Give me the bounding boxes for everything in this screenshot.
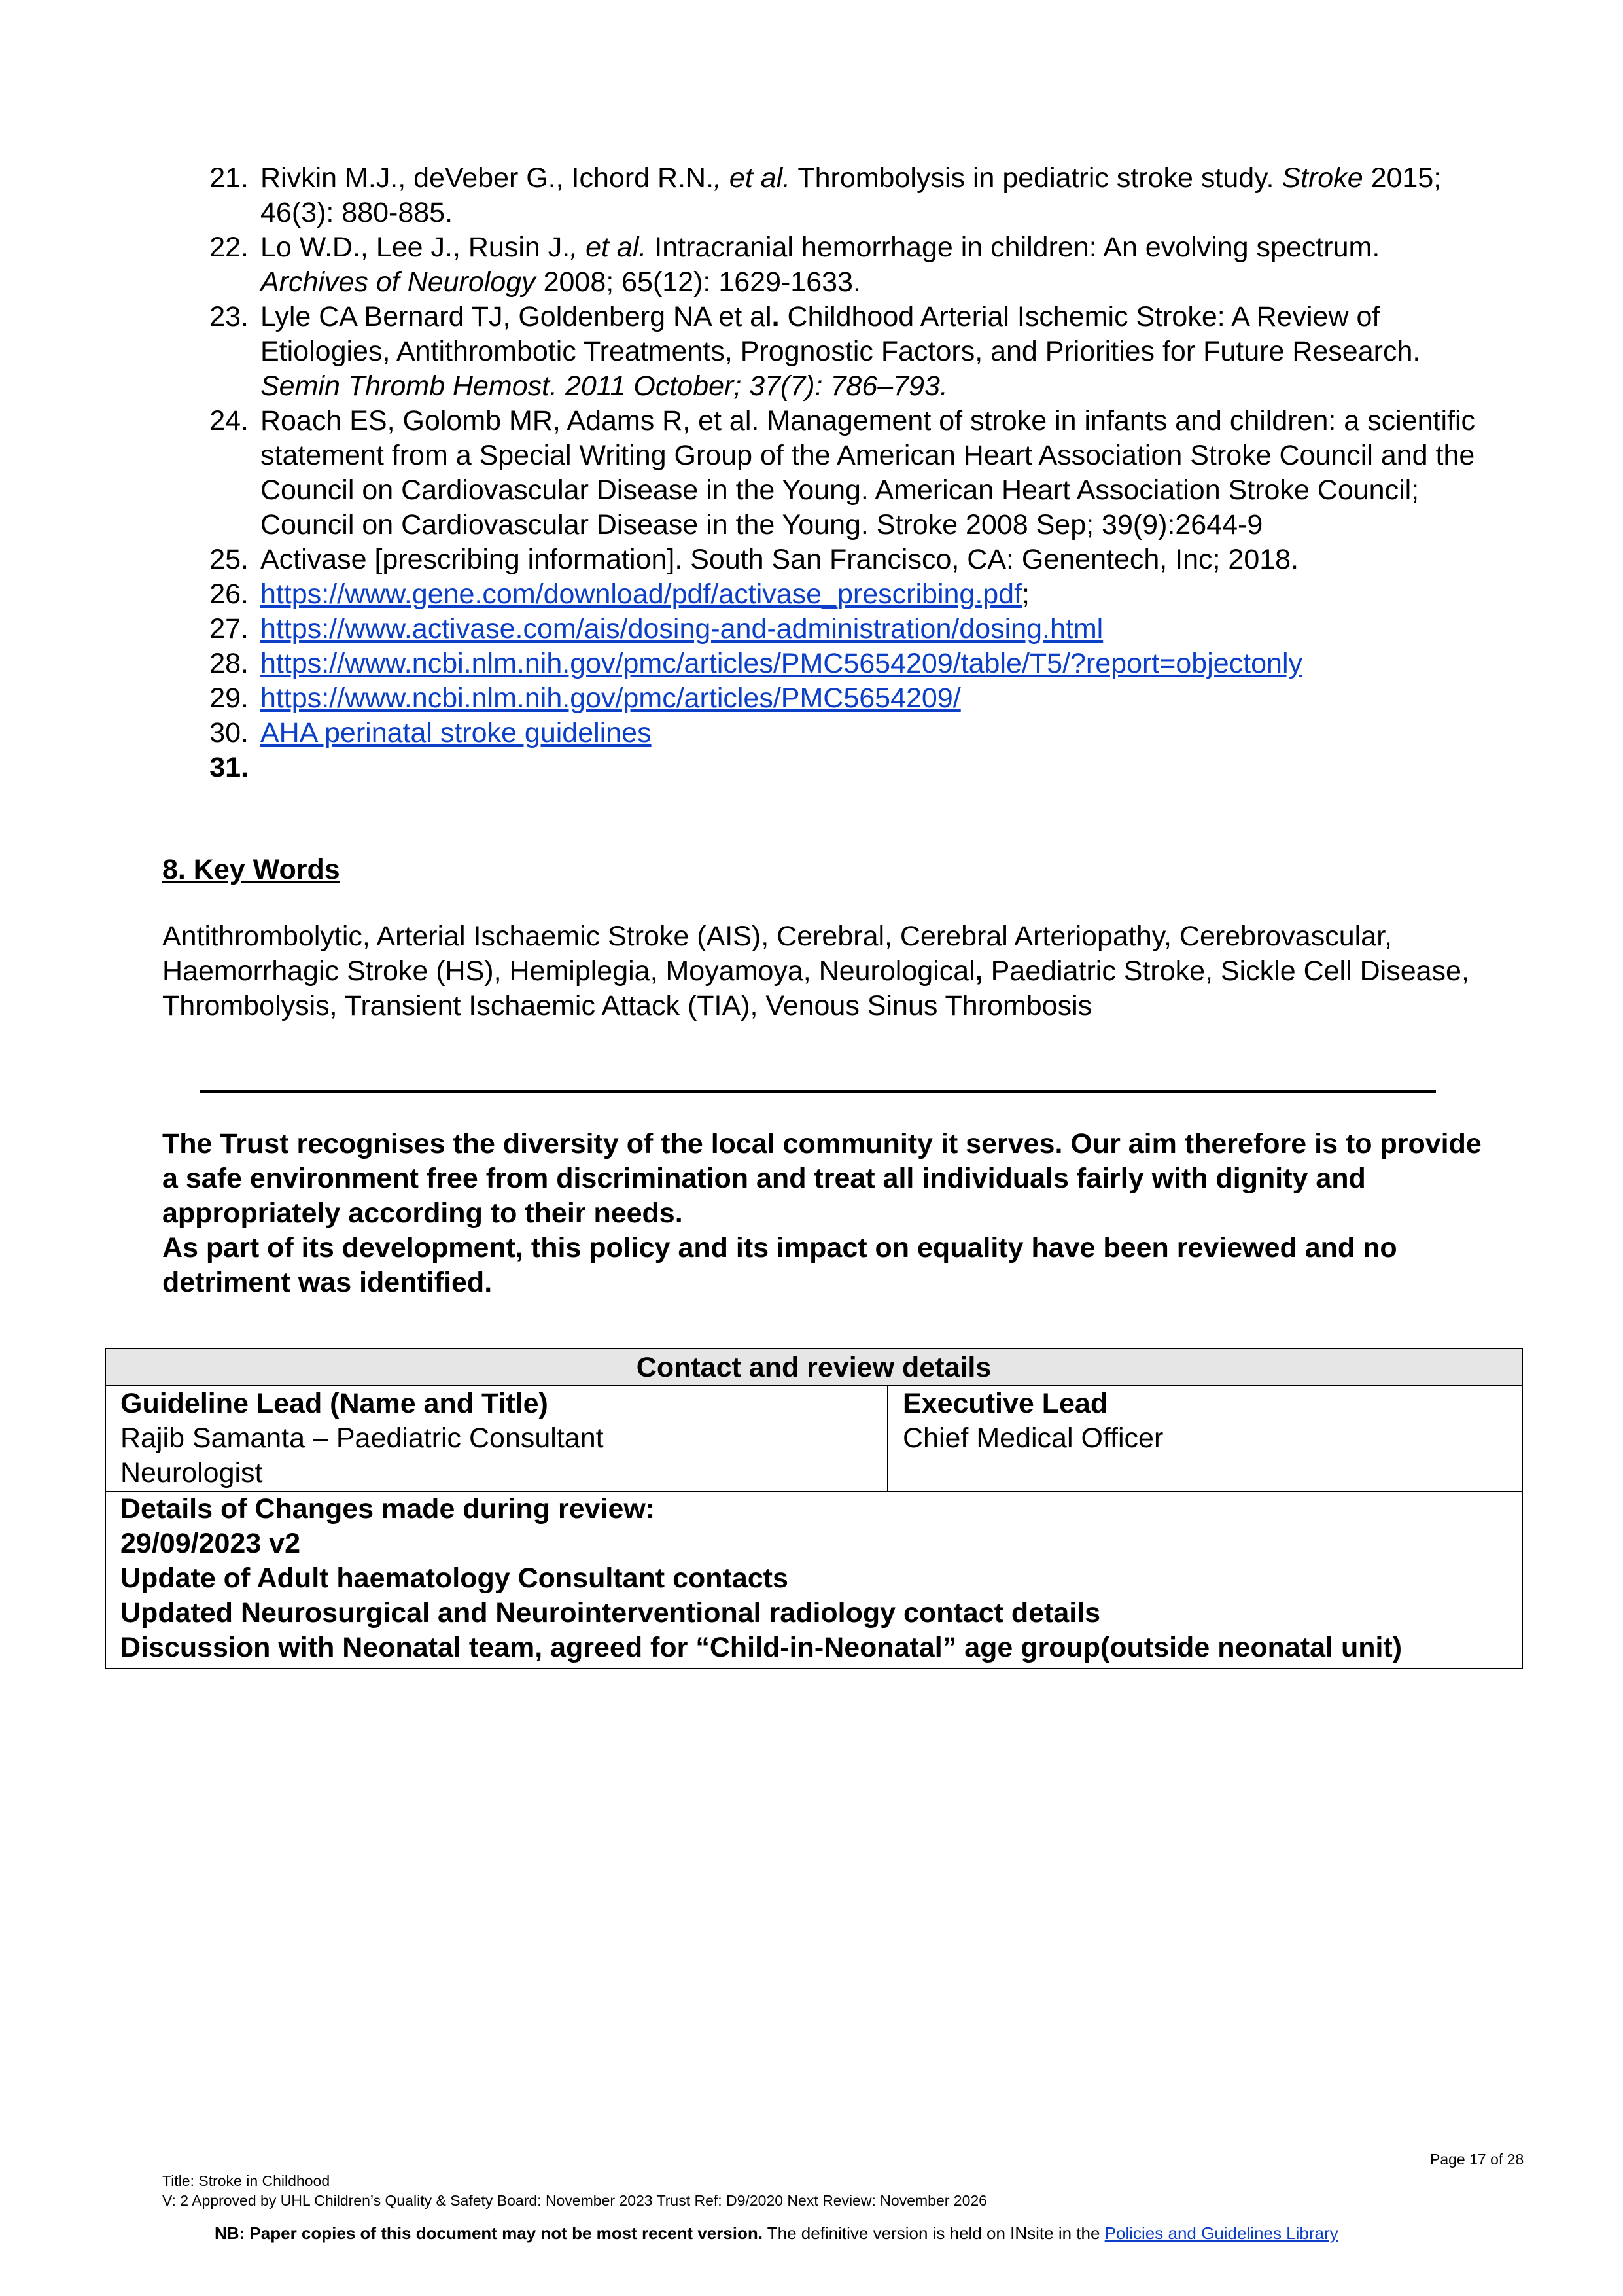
reference-text: Rivkin M.J., deVeber G., Ichord R.N., et al. Thrombolysis in pediatric stroke study. Stroke 2015; 46(3): 880-885. xyxy=(260,162,1442,228)
equality-statement-line: As part of its development, this policy and its impact on equality have been reviewed and no detriment was identified. xyxy=(162,1232,1397,1298)
reference-link-activase-dosing[interactable]: https://www.activase.com/ais/dosing-and-administration/dosing.html xyxy=(260,613,1104,645)
reference-number: 23. xyxy=(209,301,249,332)
reference-text: Lo W.D., Lee J., Rusin J., et al. Intracranial hemorrhage in children: An evolving spectrum. Archives of Neurology 2008; 65(12): 1629-1633. xyxy=(260,232,1380,298)
reference-number: 26. xyxy=(209,578,249,610)
footer-version: V: 2 Approved by UHL Children’s Quality & Safety Board: November 2023 Trust Ref: D9/2020 Next Review: November 2026 xyxy=(162,2192,987,2209)
equality-statement-line: The Trust recognises the diversity of the local community it serves. Our aim therefore is to provide a safe environment free from discrimination and treat all individuals fairly with dignity and appropriately according to their needs. xyxy=(162,1128,1482,1229)
reference-item xyxy=(164,681,1478,716)
reference-number: 24. xyxy=(209,405,249,436)
guideline-lead-label: Guideline Lead (Name and Title) xyxy=(120,1388,548,1419)
reference-text: Roach ES, Golomb MR, Adams R, et al. Management of stroke in infants and children: a scientific statement from a Special Writing Group of the American Heart Association Stroke Council and the Council on Cardiovascular Disease in the Young. American Heart Association Stroke Council; Council on Cardiovascular Disease in the Young. Stroke 2008 Sep; 39(9):2644-9 xyxy=(260,405,1476,540)
footer-note: NB: Paper copies of this document may not be most recent version. The definitive version is held on INsite in the Policies and Guidelines Library xyxy=(215,2223,1338,2243)
guideline-lead-cell xyxy=(105,1386,888,1491)
reference-item xyxy=(164,751,1478,785)
key-words-text: Antithrombolytic, Arterial Ischaemic Stroke (AIS), Cerebral, Cerebral Arteriopathy, Cerebrovascular, Haemorrhagic Stroke (HS), Hemiplegia, Moyamoya, Neurological, Paediatric Stroke, Sickle Cell Disease, Thrombolysis, Transient Ischaemic Attack (TIA), Venous Sinus Thrombosis xyxy=(162,921,1469,1021)
reference-text: Lyle CA Bernard TJ, Goldenberg NA et al. Childhood Arterial Ischemic Stroke: A Review of Etiologies, Antithrombotic Treatments, Prognostic Factors, and Priorities for Future Research. Semin Thromb Hemost. 2011 October; 37(7): 786–793. xyxy=(260,301,1421,402)
reference-link-ncbi-table[interactable]: https://www.ncbi.nlm.nih.gov/pmc/articles/PMC5654209/table/T5/?report=objectonly xyxy=(260,648,1302,679)
changes-line: Updated Neurosurgical and Neurointerventional radiology contact details xyxy=(120,1597,1101,1629)
page-number: Page 17 of 28 xyxy=(1430,2151,1524,2168)
policies-library-link[interactable]: Policies and Guidelines Library xyxy=(1104,2223,1338,2243)
reference-item xyxy=(164,404,1478,542)
footer-title: Title: Stroke in Childhood xyxy=(162,2172,330,2189)
reference-item: 26. https://www.gene.com/download/pdf/activase_prescribing.pdf; xyxy=(164,577,1478,612)
reference-text: Activase [prescribing information]. South San Francisco, CA: Genentech, Inc; 2018. xyxy=(260,544,1299,575)
reference-number: 29. xyxy=(209,682,249,714)
reference-list xyxy=(164,161,1478,785)
changes-line: Discussion with Neonatal team, agreed for “Child-in-Neonatal” age group(outside neonatal unit) xyxy=(120,1632,1403,1663)
executive-lead-value: Chief Medical Officer xyxy=(903,1422,1164,1454)
reference-number: 28. xyxy=(209,648,249,679)
equality-statement xyxy=(162,1127,1497,1300)
executive-lead-label: Executive Lead xyxy=(903,1388,1108,1419)
changes-line: Details of Changes made during review: xyxy=(120,1493,655,1525)
key-words-heading: 8. Key Words xyxy=(162,854,340,885)
reference-item xyxy=(164,230,1478,300)
section-divider xyxy=(200,1090,1436,1093)
contact-table-title: Contact and review details xyxy=(105,1349,1522,1386)
reference-number: 30. xyxy=(209,717,249,749)
reference-item xyxy=(164,612,1478,646)
changes-line: 29/09/2023 v2 xyxy=(120,1528,300,1559)
reference-number: 27. xyxy=(209,613,249,645)
reference-number: 22. xyxy=(209,232,249,263)
reference-item xyxy=(164,542,1478,577)
reference-link-ncbi-article[interactable]: https://www.ncbi.nlm.nih.gov/pmc/articles/PMC5654209/ xyxy=(260,682,961,714)
reference-item xyxy=(164,161,1478,230)
reference-item xyxy=(164,646,1478,681)
reference-number: 21. xyxy=(209,162,249,194)
reference-number: 31. xyxy=(209,752,249,783)
reference-link-activase-prescribing[interactable]: https://www.gene.com/download/pdf/activase_prescribing.pdf xyxy=(260,578,1022,610)
changes-line: Update of Adult haematology Consultant contacts xyxy=(120,1563,788,1594)
reference-item xyxy=(164,716,1478,751)
contact-review-table xyxy=(105,1348,1523,1669)
reference-link-aha-guidelines[interactable]: AHA perinatal stroke guidelines xyxy=(260,717,652,749)
changes-cell xyxy=(105,1491,1522,1669)
reference-item xyxy=(164,300,1478,404)
guideline-lead-value: Rajib Samanta – Paediatric Consultant Neurologist xyxy=(120,1422,604,1489)
reference-number: 25. xyxy=(209,544,249,575)
executive-lead-cell xyxy=(888,1386,1522,1491)
